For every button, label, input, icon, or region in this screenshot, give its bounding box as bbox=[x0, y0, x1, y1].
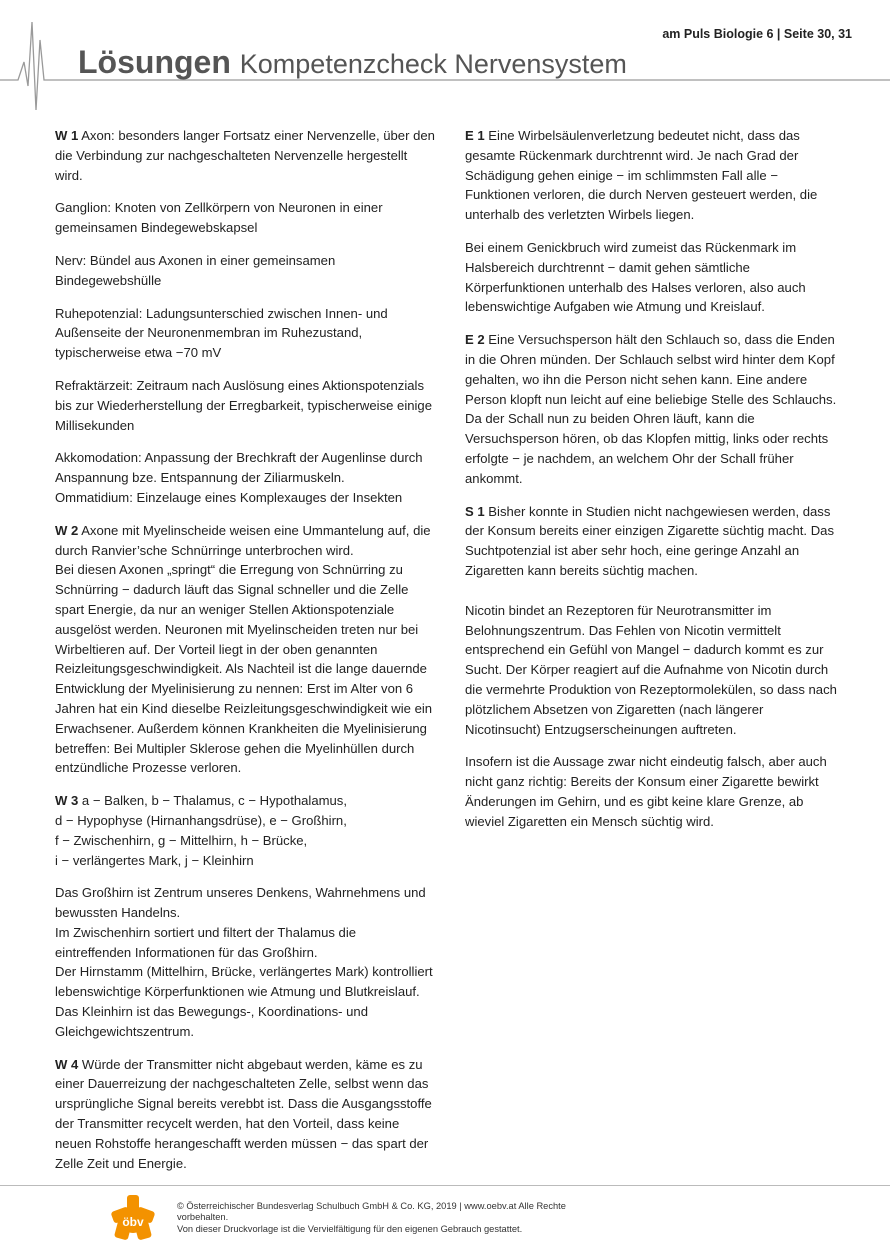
s1-text2: Nicotin bindet an Rezeptoren für Neurotransmitter im Belohnungszentrum. Das Fehlen von Nicotin vermittelt entsprechend ein Gefühl von Mangel − dadurch kommt es zur Sucht. Der Körper reagiert auf die Aufnahme von Nicotin durch die vermehrte Produktion von Rezeptormolekülen, so dass nach plötzlichem Absetzen von Zigaretten (nach längerer Nicotinsucht) Entzugserscheinungen auftreten. bbox=[465, 602, 837, 737]
title-sub: Kompetenzcheck Nervensystem bbox=[239, 49, 627, 79]
w3-para-grosshirn: Das Großhirn ist Zentrum unseres Denkens, Wahrnehmens und bewussten Handelns. bbox=[55, 885, 426, 921]
w1-akkomodation: Akkomodation: Anpassung der Brechkraft der Augenlinse durch Anspannung bze. Entspannung der Ziliarmuskeln. bbox=[55, 450, 423, 486]
w1-ommatidium: Ommatidium: Einzelauge eines Komplexauges der Insekten bbox=[55, 489, 403, 505]
task-tag-e2: E 2 bbox=[465, 332, 485, 348]
copyright-line-2: Von dieser Druckvorlage ist die Vervielfältigung für den eigenen Gebrauch gestattet. bbox=[177, 1223, 523, 1234]
task-tag-w1: W 1 bbox=[55, 128, 79, 143]
w2-text: Bei diesen Axonen „springt“ die Erregung von Schnürring zu Schnürring − dadurch läuft das Signal schneller und die Zelle spart Energie, da nur an weniger Stellen Aktionspotenziale ausgelöst werden. Neuronen mit Myelinscheiden treten nur bei Wirbeltieren auf. Der Vorteil liegt in der oben genannten Reizleitungsgeschwindigkeit. Als Nachteil ist die lange dauernde Entwicklung der Myelinisierung zu nennen: Erst im Alter von 6 Jahren hat ein Kind dieselbe Reizleitungsgeschwindigkeit wie ein Erwachsener. Außerdem können Krankheiten die Myelinisierung betreffen: Bei Multipler Sklerose gehen die Myelinhüllen durch entzündliche Prozesse verloren. bbox=[55, 562, 433, 776]
w1-ruhepotenzial: Ruhepotenzial: Ladungsunterschied zwischen Innen- und Außenseite der Neuronenmembran im Ruhezustand, typischerweise etwa −70 mV bbox=[55, 305, 388, 361]
right-column bbox=[465, 126, 840, 845]
copyright-notice bbox=[177, 1201, 577, 1235]
e1-text: E 1 Eine Wirbelsäulenverletzung bedeutet nicht, dass das gesamte Rückenmark durchtrennt wird. Je nach Grad der Schädigung gehen einige − im schlimmsten Fall alle − Funktionen verloren, die durch Nerven gesteuert werden, die unterhalb des verletzten Wirbels liegen. bbox=[465, 128, 818, 223]
w1-nerv: Nerv: Bündel aus Axonen in einer gemeinsamen Bindegewebshülle bbox=[55, 252, 336, 288]
w3-labels: W 3 a − Balken, b − Thalamus, c − Hypothalamus, d − Hypophyse (Hirnanhangsdrüse), e − Großhirn, f − Zwischenhirn, g − Mittelhirn, h − Brücke, i − verlängertes Mark, j − Kleinhirn bbox=[55, 793, 347, 868]
w1-ganglion: Ganglion: Knoten von Zellkörpern von Neuronen in einer gemeinsamen Bindegewebskapsel bbox=[55, 200, 383, 236]
task-tag-w3: W 3 bbox=[55, 793, 79, 809]
e1-text2: Bei einem Genickbruch wird zumeist das Rückenmark im Halsbereich durchtrennt − damit gehen sämtliche Körperfunktionen unterhalb des Halses verloren, also auch lebenswichtige Aufgaben wie Atmung und Kreislauf. bbox=[465, 239, 806, 315]
book-reference: am Puls Biologie 6 | Seite 30, 31 bbox=[662, 27, 852, 41]
task-tag-w2: W 2 bbox=[55, 522, 79, 538]
s1-text: S 1 Bisher konnte in Studien nicht nachgewiesen werden, dass der Konsum bereits einer einzigen Zigarette süchtig macht. Das Suchtpotenzial ist aber sehr hoch, eine geringe Anzahl an Zigaretten kann bereits süchtig machen. bbox=[465, 503, 834, 578]
e2-text: E 2 Eine Versuchsperson hält den Schlauch so, dass die Enden in die Ohren münden. Der Schlauch selbst wird hinter dem Kopf gehalten, wo ihn die Person nicht sehen kann. Eine andere Person klopft nun leicht auf eine beliebige Stelle des Schlauchs. Da der Schall nun zu beiden Ohren läuft, kann die Versuchsperson hören, ob das Klopfen mittig, links oder rechts erfolgte − je nachdem, an welchem Ohr der Schall früher ankommt. bbox=[465, 332, 837, 486]
page-title bbox=[78, 46, 627, 78]
w1-refraktaerzeit: Refraktärzeit: Zeitraum nach Auslösung eines Aktionspotenzials bis zur Wiederherstellung der Erregbarkeit, typischerweise einige Millisekunden bbox=[55, 377, 432, 433]
w2-intro: W 2 Axone mit Myelinscheide weisen eine Ummantelung auf, die durch Ranvier’sche Schnürringe unterbrochen wird. bbox=[55, 522, 431, 558]
title-main: Lösungen bbox=[78, 44, 231, 80]
footer-divider bbox=[0, 1185, 890, 1186]
left-column bbox=[55, 126, 435, 1186]
task-tag-w4: W 4 bbox=[55, 1056, 79, 1072]
task-tag-e1: E 1 bbox=[465, 128, 485, 143]
w3-para-hirnstamm: Der Hirnstamm (Mittelhirn, Brücke, verlängertes Mark) kontrolliert lebenswichtige Körperfunktionen wie Atmung und Blutkreislauf. bbox=[55, 964, 433, 1000]
w3-para-kleinhirn: Das Kleinhirn ist das Bewegungs-, Koordinations- und Gleichgewichtszentrum. bbox=[55, 1004, 368, 1039]
w4-text: W 4 Würde der Transmitter nicht abgebaut werden, käme es zu einer Dauerreizung der nachgeschalteten Zelle, selbst wenn das ursprüngliche Signal bereits verebbt ist. Dass die Ausgangsstoffe der Transmitter recycelt werden, hat den Vorteil, dass keine neuen Rohstoffe herangeschafft werden müssen − das spart der Zelle Zeit und Energie. bbox=[55, 1056, 432, 1171]
oebv-logo bbox=[110, 1193, 156, 1243]
w3-para-zwischenhirn: Im Zwischenhirn sortiert und filtert der Thalamus die eintreffenden Informationen für das Großhirn. bbox=[55, 924, 357, 960]
task-tag-s1: S 1 bbox=[465, 503, 485, 519]
w1-axon: W 1 Axon: besonders langer Fortsatz einer Nervenzelle, über den die Verbindung zur nachgeschalteten Nervenzelle hergestellt wird. bbox=[55, 128, 435, 183]
logo-text: öbv bbox=[122, 1215, 144, 1229]
copyright-line-1: © Österreichischer Bundesverlag Schulbuch GmbH & Co. KG, 2019 | www.oebv.at Alle Rechte vorbehalten. bbox=[177, 1201, 566, 1223]
s1-text3: Insofern ist die Aussage zwar nicht eindeutig falsch, aber auch nicht ganz richtig: Bereits der Konsum einer Zigarette bewirkt Änderungen im Gehirn, und es gibt keine klare Grenze, ab wieviel Zigaretten ein Mensch süchtig wird. bbox=[465, 754, 827, 829]
